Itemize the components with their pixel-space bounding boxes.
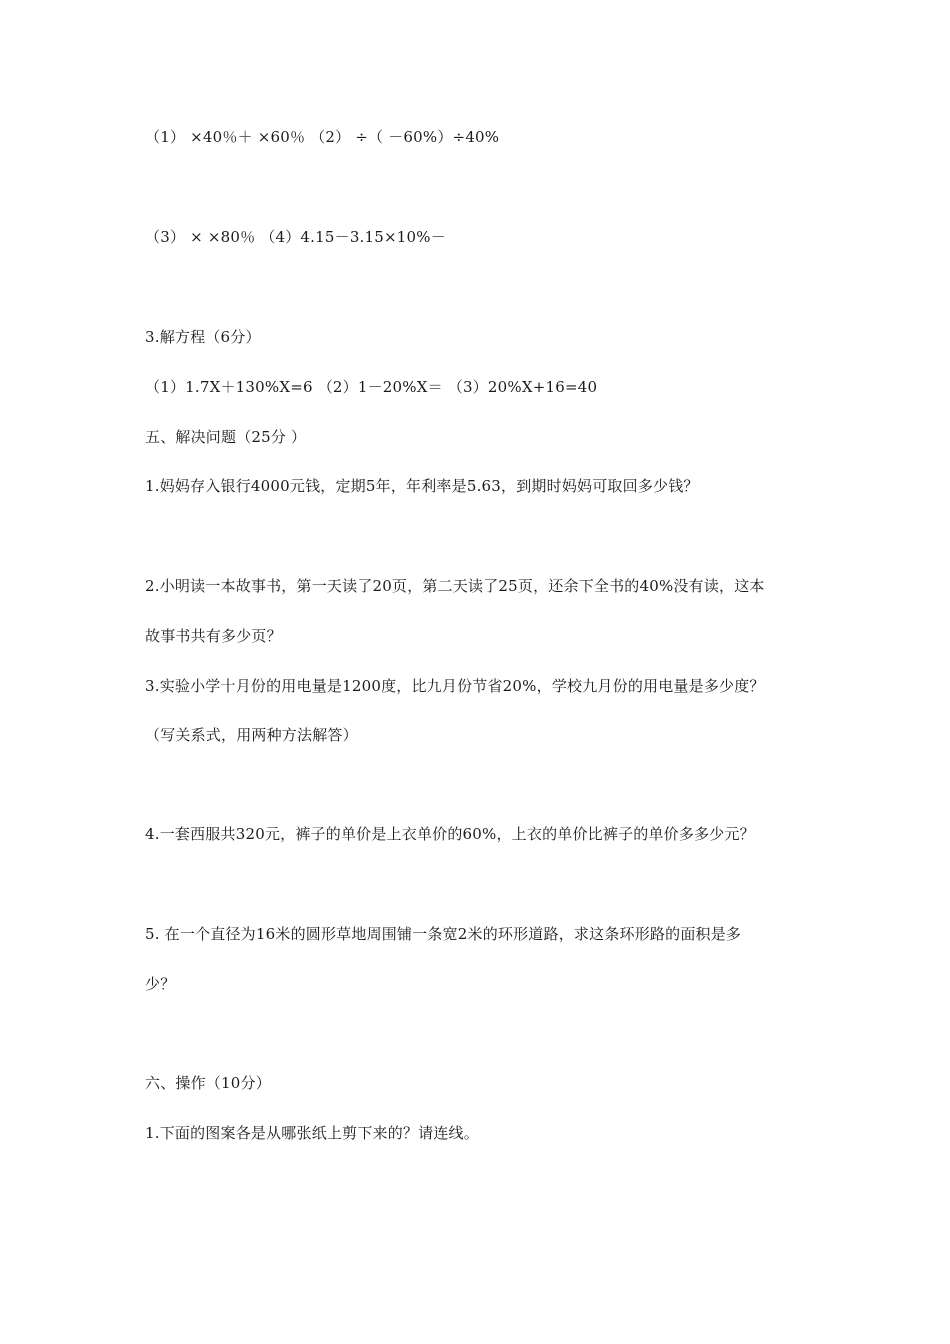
calc-row-2: （3） × ×80％ （4）4.15－3.15×10%－: [145, 228, 446, 246]
question-2-line-2: 故事书共有多少页？: [145, 627, 282, 645]
equations-row: （1）1.7X＋130%X=6 （2）1－20%X＝ （3）20%X+16=40: [145, 378, 598, 396]
question-1: 1.妈妈存入银行4000元钱，定期5年，年利率是5.63，到期时妈妈可取回多少钱？: [145, 477, 699, 495]
question-3-line-2: （写关系式，用两种方法解答）: [145, 726, 358, 744]
question-3-line-1: 3.实验小学十月份的用电量是1200度，比九月份节省20%，学校九月份的用电量是多少度？: [145, 677, 765, 695]
question-4: 4.一套西服共320元，裤子的单价是上衣单价的60%，上衣的单价比裤子的单价多多少元？: [145, 825, 755, 843]
section6-heading: 六、操作（10分）: [145, 1074, 271, 1092]
equations-heading: 3.解方程（6分）: [145, 328, 261, 346]
question-2-line-1: 2.小明读一本故事书，第一天读了20页，第二天读了25页，还余下全书的40%没有读，这本: [145, 577, 765, 595]
calc-row-1: （1） ×40％＋ ×60％ （2） ÷（ －60%）÷40%: [145, 128, 500, 146]
section5-heading: 五、解决问题（25分 ）: [145, 428, 307, 446]
question-5-line-1: 5. 在一个直径为16米的圆形草地周围铺一条宽2米的环形道路，求这条环形路的面积是多: [145, 925, 742, 943]
question-5-line-2: 少？: [145, 975, 176, 993]
operation-question-1: 1.下面的图案各是从哪张纸上剪下来的？请连线。: [145, 1124, 479, 1142]
